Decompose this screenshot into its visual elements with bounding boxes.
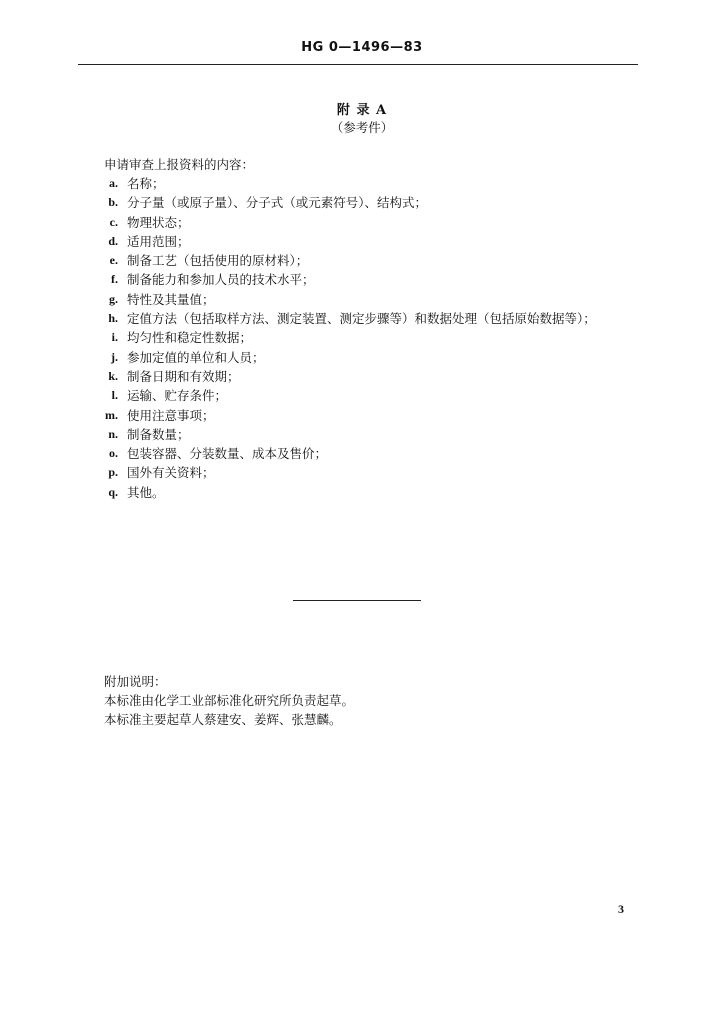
item-letter: q. (108, 484, 118, 499)
item-text: 名称； (127, 176, 165, 191)
item-text: 制备工艺（包括使用的原材料）； (127, 253, 309, 269)
appendix-subtitle: （参考件） (330, 120, 394, 135)
item-letter: a. (109, 176, 118, 190)
item-text: 分子量（或原子量）、分子式（或元素符号）、结构式； (127, 195, 428, 211)
standard-code: HG 0—1496—83 (301, 40, 423, 55)
item-text: 使用注意事项； (127, 407, 215, 423)
item-letter: g. (109, 291, 118, 306)
additional-note-line: 本标准主要起草人蔡建安、姜辉、张慧麟。 (104, 712, 342, 727)
item-letter: c. (109, 214, 118, 229)
item-letter: d. (108, 233, 118, 248)
item-text: 包装容器、分装数量、成本及售价； (127, 446, 328, 462)
page-number: 3 (618, 902, 624, 916)
item-letter: n. (108, 426, 118, 441)
item-letter: j. (111, 349, 118, 364)
item-letter: o. (109, 446, 118, 461)
header-rule (78, 64, 638, 65)
item-letter: i. (111, 330, 118, 345)
item-letter: f. (111, 272, 118, 287)
additional-note-line: 本标准由化学工业部标准化研究所负责起草。 (104, 693, 355, 708)
item-letter: k. (108, 368, 118, 383)
section-divider (293, 600, 421, 601)
item-text: 参加定值的单位和人员； (127, 349, 265, 365)
item-letter: e. (109, 253, 118, 268)
item-text: 制备日期和有效期； (127, 368, 240, 384)
item-text: 制备数量； (127, 426, 190, 442)
item-letter: m. (105, 407, 118, 422)
item-letter: b. (108, 195, 118, 210)
intro-text: 申请审查上报资料的内容： (104, 157, 255, 172)
item-text: 运输、贮存条件； (127, 388, 228, 404)
item-letter: p. (108, 465, 118, 480)
item-text: 均匀性和稳定性数据； (127, 330, 253, 346)
item-text: 特性及其量值； (127, 291, 215, 307)
item-text: 制备能力和参加人员的技术水平； (127, 272, 315, 288)
additional-note-title: 附加说明： (104, 674, 167, 689)
item-text: 其他。 (127, 484, 165, 500)
item-letter: h. (108, 311, 118, 326)
item-text: 国外有关资料； (127, 465, 215, 481)
item-text: 适用范围； (127, 233, 190, 249)
item-text: 定值方法（包括取样方法、测定装置、测定步骤等）和数据处理（包括原始数据等）； (127, 311, 596, 327)
appendix-title: 附 录 A (336, 103, 388, 118)
item-text: 物理状态； (127, 214, 190, 230)
item-letter: l. (111, 388, 118, 403)
